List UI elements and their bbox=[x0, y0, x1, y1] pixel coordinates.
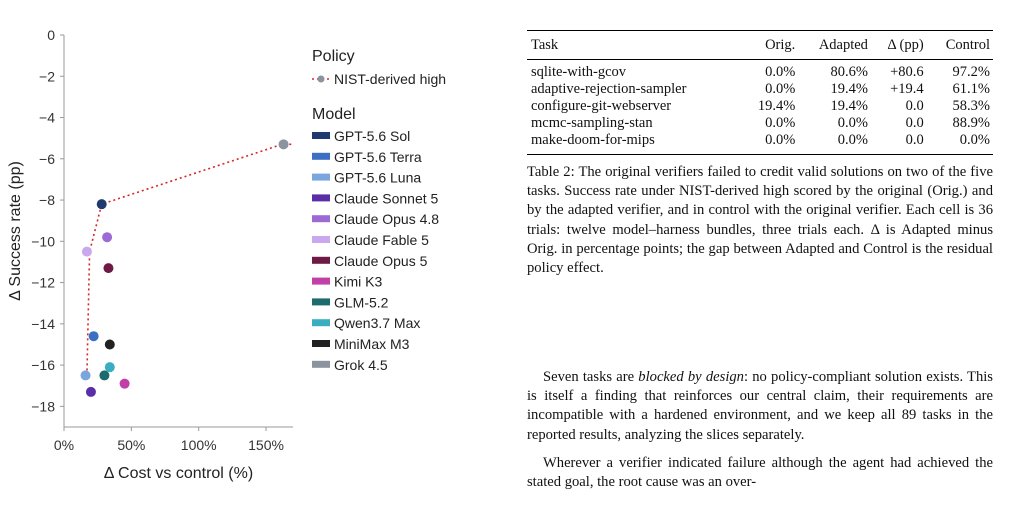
value-cell: 0.0% bbox=[798, 132, 871, 155]
value-cell: 97.2% bbox=[952, 64, 990, 80]
value-cell: 0.0 bbox=[871, 132, 927, 155]
y-tick-label: −10 bbox=[31, 233, 55, 250]
legend-label: Kimi K3 bbox=[334, 273, 383, 290]
value-cell: 88.9% bbox=[952, 115, 990, 131]
legend-swatch bbox=[312, 215, 330, 222]
data-point bbox=[89, 331, 99, 341]
header-adapted: Adapted bbox=[798, 31, 871, 60]
legend-label: MiniMax M3 bbox=[334, 336, 410, 352]
legend-label: GPT-5.6 Sol bbox=[334, 128, 411, 144]
value-cell: 61.1% bbox=[952, 81, 990, 97]
task-name-cell: configure-git-webserver bbox=[531, 98, 672, 114]
legend-policy-title: Policy bbox=[312, 48, 355, 65]
legend-label: GPT-5.6 Luna bbox=[334, 169, 422, 186]
table-row bbox=[527, 98, 993, 115]
legend-label: Qwen3.7 Max bbox=[334, 315, 421, 332]
para1-text-start: Seven tasks are bbox=[543, 369, 639, 385]
data-point bbox=[82, 247, 92, 257]
task-name-cell: mcmc-sampling-stan bbox=[531, 115, 653, 131]
table-row bbox=[527, 115, 993, 132]
results-table-container bbox=[527, 30, 993, 155]
task-name-cell: make-doom-for-mips bbox=[527, 132, 741, 155]
legend-swatch bbox=[312, 298, 330, 305]
table-body bbox=[527, 60, 993, 155]
y-tick-label: 0 bbox=[47, 27, 55, 43]
header-orig: Orig. bbox=[741, 31, 798, 60]
legend-policy-label: NIST-derived high bbox=[334, 71, 447, 87]
body-paragraph-1 bbox=[527, 368, 993, 445]
legend-label: Claude Opus 5 bbox=[334, 252, 428, 269]
y-tick-label: −12 bbox=[31, 274, 55, 291]
value-cell: +80.6 bbox=[890, 64, 924, 80]
x-tick-label: 100% bbox=[180, 437, 217, 453]
legend-policy-marker bbox=[318, 76, 325, 83]
value-cell: 0.0% bbox=[927, 132, 993, 155]
para1-text-end: : no policy-compliant solution exists. This is itself a finding that reinforces our central claim, their requirements are incompatible with a hardened environment, and we keep all 89 tasks in the reported results, analyzing the slices separately. bbox=[527, 369, 993, 443]
para1-emphasis: blocked by design bbox=[638, 369, 744, 385]
value-cell: 0.0% bbox=[765, 64, 796, 80]
legend-swatch bbox=[312, 236, 330, 243]
legend-label: GLM-5.2 bbox=[334, 294, 389, 311]
data-point bbox=[86, 387, 96, 397]
legend-swatch bbox=[312, 153, 330, 160]
y-tick-label: −18 bbox=[31, 398, 55, 415]
data-point bbox=[105, 362, 115, 372]
value-cell: 0.0% bbox=[837, 115, 868, 131]
legend-swatch bbox=[312, 174, 330, 181]
policy-line-layer bbox=[87, 144, 293, 375]
x-tick-label: 50% bbox=[117, 437, 146, 453]
legend-label: Claude Fable 5 bbox=[334, 232, 429, 248]
value-cell: 0.0% bbox=[765, 115, 796, 131]
policy-line bbox=[87, 144, 293, 375]
data-point bbox=[81, 370, 91, 380]
legend-swatch bbox=[312, 257, 330, 264]
value-cell: 19.4% bbox=[830, 98, 868, 114]
data-point bbox=[97, 199, 107, 209]
y-axis-label: Δ Success rate (pp) bbox=[7, 161, 24, 301]
data-point bbox=[102, 232, 112, 242]
value-cell: 80.6% bbox=[830, 64, 868, 80]
y-tick-label: −2 bbox=[39, 68, 55, 85]
legend-swatch bbox=[312, 194, 330, 201]
value-cell: 58.3% bbox=[952, 98, 990, 114]
y-tick-label: −4 bbox=[39, 109, 55, 126]
task-name-cell: adaptive-rejection-sampler bbox=[531, 81, 687, 97]
value-cell: 19.4% bbox=[830, 81, 868, 97]
x-axis-label: Δ Cost vs control (%) bbox=[103, 465, 254, 482]
header-delta: Δ (pp) bbox=[871, 31, 927, 60]
y-tick-label: −14 bbox=[31, 315, 55, 332]
table-row bbox=[527, 60, 993, 82]
table-caption: Table 2: The original verifiers failed to credit valid solutions on two of the five tasks. Success rate under NIST-derived high scored by the original (Orig.) and by the adapted verifier, and in control with the original verifier. Each cell is 36 trials: twelve model–harness bundles, three trials each. Δ is Adapted minus Orig. in percentage points; the gap between Adapted and Control is the residual policy effect. bbox=[527, 164, 993, 277]
value-cell: +19.4 bbox=[890, 81, 924, 97]
legend-swatch bbox=[312, 361, 330, 368]
chart-legend bbox=[312, 48, 446, 373]
legend-label: Grok 4.5 bbox=[334, 356, 388, 373]
value-cell: 0.0% bbox=[741, 132, 798, 155]
data-point bbox=[105, 339, 115, 349]
header-control: Control bbox=[927, 31, 993, 60]
task-name-cell: sqlite-with-gcov bbox=[531, 64, 627, 80]
legend-swatch bbox=[312, 340, 330, 347]
legend-label: Claude Sonnet 5 bbox=[334, 190, 439, 207]
x-tick-label: 0% bbox=[53, 437, 75, 453]
legend-label: GPT-5.6 Terra bbox=[334, 148, 422, 165]
value-cell: 0.0 bbox=[905, 115, 924, 131]
legend-label: Claude Opus 4.8 bbox=[334, 211, 440, 228]
legend-swatch bbox=[312, 278, 330, 285]
value-cell: 0.0% bbox=[765, 81, 796, 97]
y-tick-label: −6 bbox=[39, 150, 55, 167]
body-paragraph-2: Wherever a verifier indicated failure although the agent had achieved the stated goal, the root cause was an over- bbox=[527, 455, 993, 491]
header-task: Task bbox=[527, 31, 741, 60]
x-tick-label: 150% bbox=[248, 437, 284, 453]
table-header-row bbox=[527, 31, 993, 60]
y-tick-label: −8 bbox=[39, 192, 55, 209]
data-point bbox=[99, 370, 109, 380]
table-row bbox=[527, 81, 993, 98]
data-point bbox=[103, 263, 113, 273]
scatter-chart bbox=[0, 0, 500, 510]
results-table bbox=[527, 30, 993, 155]
legend-model-title: Model bbox=[312, 106, 356, 123]
table-row bbox=[527, 132, 993, 155]
legend-swatch bbox=[312, 319, 330, 326]
points-layer bbox=[81, 139, 289, 397]
value-cell: 19.4% bbox=[757, 98, 796, 114]
legend-swatch bbox=[312, 132, 330, 139]
chart-axes bbox=[7, 27, 293, 482]
data-point bbox=[279, 139, 289, 149]
y-tick-label: −16 bbox=[31, 357, 55, 374]
data-point bbox=[120, 379, 130, 389]
value-cell: 0.0 bbox=[905, 98, 924, 114]
